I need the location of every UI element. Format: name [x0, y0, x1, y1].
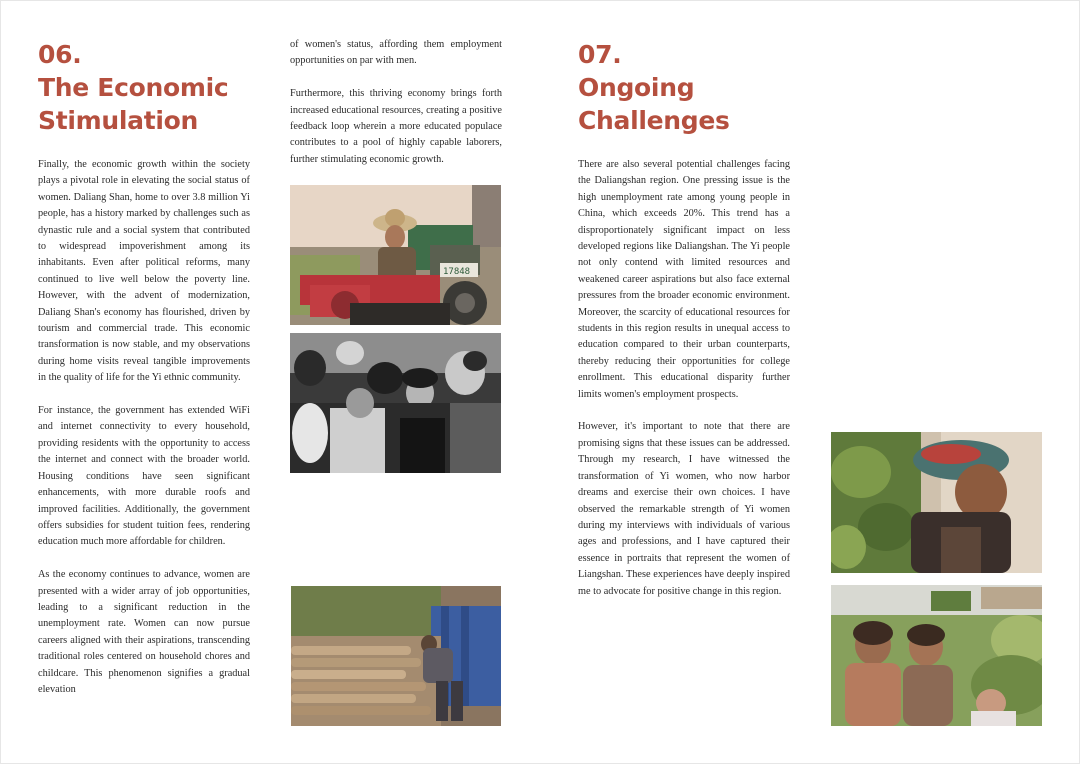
section-07-title-line-2: Challenges: [578, 106, 730, 135]
section-07-title-line-1: Ongoing: [578, 73, 695, 102]
section-06-continuation: [290, 37, 502, 168]
section-06-paragraph-1: Finally, the economic growth within the society plays a pivotal role in elevating the social status of women. Daliang Shan, home to over 3.8 million Yi people, has a history marked by challenges such as dynastic rule and a social system that contributed to widespread impoverishment among its inhabitants. Even after political reforms, many continued to live well below the poverty line. However, with the advent of modernization, Daliang Shan's economy has flourished, driven by tourism and commercial trade. This economic transformation is now stable, and my observations during home visits reveal tangible improvements in the quality of life for the Yi ethnic community.: [38, 159, 250, 384]
section-06-continuation-1: of women's status, affording them employment opportunities on par with men.: [290, 39, 502, 67]
section-07-number: 07.: [578, 40, 622, 69]
section-06-title-line-1: The Economic: [38, 73, 229, 102]
section-06-title-line-2: Stimulation: [38, 106, 199, 135]
section-06-paragraph-3: As the economy continues to advance, women are presented with a wider array of job opportunities, leading to a significant reduction in the unemployment rate. Women can now pursue careers aligned with their aspirations, transcending traditional roles centered on household chores and childcare. This phenomenon signifies a gradual elevation: [38, 569, 250, 695]
section-07-paragraph-2: However, it's important to note that there are promising signs that these issues can be addressed. Through my research, I have witnessed the transformation of Yi women, who now harbor dreams and exercise their own choices. I have observed the remarkable strength of Yi women during my interviews with individuals of various ages and professions, and I have captured their essence in portraits that represent the women of Liangshan. These experiences have deeply inspired me to advocate for positive change in this region.: [578, 421, 790, 597]
tractor-plate-text: 17848: [443, 267, 471, 277]
section-06-paragraph-2: For instance, the government has extended WiFi and internet connectivity to every household, providing residents with the opportunity to access the internet and connect with the broader world. Housing conditions have seen significant enhancements, with more durable roofs and improved facilities. Additionally, the government offers subsidies for student tuition fees, rendering education much more affordable for children.: [38, 405, 250, 548]
section-07-heading: [578, 38, 730, 137]
section-07-body: [578, 157, 790, 600]
photo-man-on-tractor: [290, 185, 501, 325]
section-06-heading: [38, 38, 228, 137]
section-06-number: 06.: [38, 40, 82, 69]
photo-woman-headscarf: [831, 432, 1042, 573]
photo-children-field: [831, 585, 1042, 726]
section-06-continuation-2: Furthermore, this thriving economy brings forth increased educational resources, creating a positive feedback loop wherein a more educated populace contributes to a pool of highly capable laborers, further stimulating economic growth.: [290, 88, 502, 165]
photo-man-with-timber: [291, 586, 501, 726]
section-06-body: [38, 157, 250, 698]
photo-crowd-black-and-white: [290, 333, 501, 473]
section-07-paragraph-1: There are also several potential challenges facing the Daliangshan region. One pressing issue is the high unemployment rate among young people in China, which exceeds 20%. This trend has a disproportionately significant impact on less developed regions like Daliangshan. The Yi people not only contend with limited resources and weakened career aspirations but also face external pressures from the broader economic environment. Moreover, the scarcity of educational resources for students in this region results in unequal access to education compared to their urban counterparts, thereby reducing their opportunities for college enrollment. This educational disparity further limits women's employment prospects.: [578, 159, 790, 400]
